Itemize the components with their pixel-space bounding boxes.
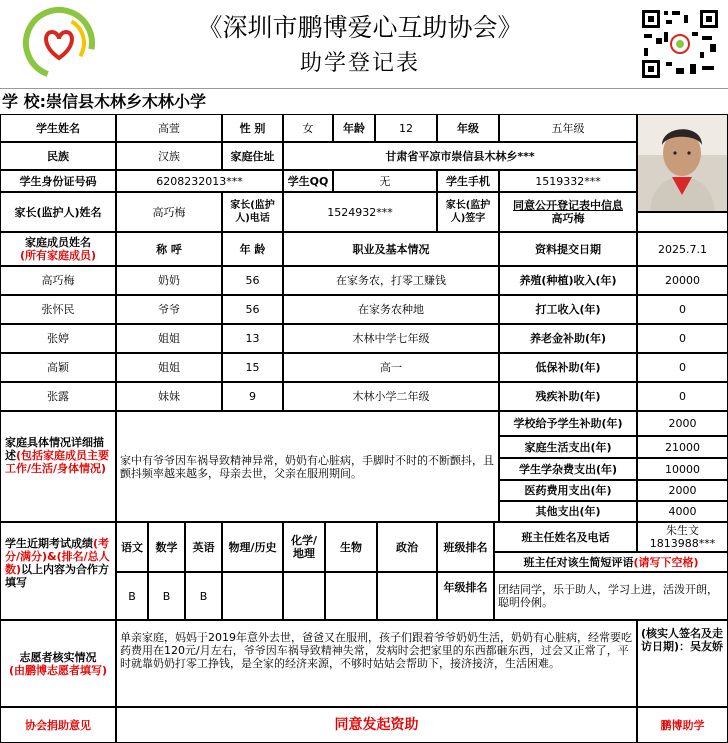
- volunteer-label-cell: [0, 620, 116, 707]
- finance-value: 0: [637, 353, 728, 382]
- member-age: 13: [222, 324, 283, 353]
- subject-score: B: [185, 572, 222, 620]
- student-qq-value: 无: [333, 170, 437, 192]
- finance-label: 医药费用支出(年): [499, 480, 637, 501]
- volunteer-text: 单亲家庭，妈妈于2019年意外去世，爸爸又在服刑，孩子们跟着爷爷奶奶生活，奶奶有心脏病，经常要吃药费用在120元/月左右，爷爷因车祸导致精神失常，发病时会把家里的东西都砸东西，过会又正常了，平时就靠奶奶打零工挣钱，是全家的经济来源，不够时姑姑会帮助下，接济接济，生活困难。: [116, 620, 637, 707]
- finance-label: 学校给予学生补助(年): [499, 411, 637, 436]
- student-phone-label: 学生手机: [437, 170, 499, 192]
- finance-value: 2000: [637, 411, 728, 436]
- situation-text: 家中有爷爷因车祸导致精神异常，奶奶有心脏病，手脚时不时的不断颤抖，且颤抖频率越来越多，母亲去世，父亲在服刑期间。: [116, 411, 499, 522]
- grade-label: 年级: [437, 114, 499, 142]
- subject-header: 物理/历史: [222, 522, 283, 572]
- situation-label-note: (包括家庭成员主要工作/生活/身体情况): [5, 449, 110, 475]
- exam-label-note: (考分/满分)&(排名/总人数): [5, 537, 110, 576]
- member-job: 在家务农种地: [283, 295, 499, 324]
- subject-header: 生物: [325, 522, 377, 572]
- title-line-2: 助学登记表: [299, 51, 420, 76]
- submit-date-value: 2025.7.1: [637, 232, 728, 266]
- ethnic-label: 民族: [0, 142, 116, 170]
- age-label: 年龄: [333, 114, 375, 142]
- member-age: 9: [222, 382, 283, 411]
- finance-label: 低保补助(年): [499, 353, 637, 382]
- subject-header: 政治: [377, 522, 437, 572]
- member-job: 在家务农，打零工赚钱: [283, 266, 499, 295]
- member-job: 木林小学二年级: [283, 382, 499, 411]
- photo-bottom-cell: [637, 212, 728, 232]
- comment-label: 班主任对该生简短评语: [523, 555, 634, 569]
- subject-header: 英语: [185, 522, 222, 572]
- grade-value: 五年级: [499, 114, 637, 142]
- subject-score: B: [116, 572, 148, 620]
- finance-value: 10000: [637, 458, 728, 480]
- qr-code-icon: [640, 8, 720, 80]
- verifier-name: 吴友娇: [690, 640, 724, 653]
- finance-label: 学生学杂费支出(年): [499, 458, 637, 480]
- address-value: 甘肃省平凉市崇信县木林乡***: [283, 142, 637, 170]
- student-qq-label: 学生QQ: [283, 170, 333, 192]
- header-divider: [0, 88, 728, 89]
- student-id-value: 6208232013***: [116, 170, 283, 192]
- donation-opinion-value: 同意发起资助: [116, 707, 637, 743]
- finance-label: 其他支出(年): [499, 501, 637, 522]
- finance-label: 养殖(种植)收入(年): [499, 266, 637, 295]
- guardian-sign-cell: [499, 192, 637, 232]
- student-name-label: 学生姓名: [0, 114, 116, 142]
- teacher-comment: 团结同学，乐于助人，学习上进，活泼开朗，聪明伶俐。: [494, 572, 728, 620]
- school-name: 学 校:崇信县木林乡木林小学: [2, 92, 206, 111]
- member-name: 张怀民: [0, 295, 116, 324]
- ethnic-value: 汉族: [116, 142, 222, 170]
- guardian-phone-label: 家长(监护人)电话: [222, 192, 283, 232]
- member-relation: 姐姐: [116, 353, 222, 382]
- heart-logo-icon: [22, 6, 96, 80]
- family-name-header-text: 家庭成员姓名: [25, 236, 91, 249]
- student-phone-value: 1519332***: [499, 170, 637, 192]
- subject-header: 数学: [148, 522, 185, 572]
- class-rank-label: 班级排名: [437, 522, 494, 572]
- address-label: 家庭住址: [222, 142, 283, 170]
- guardian-sign-label: 家长(监护人)签字: [437, 192, 499, 232]
- member-name: 高颖: [0, 353, 116, 382]
- volunteer-label-note: (由鹏博志愿者填写): [8, 663, 108, 677]
- family-name-header-note: (所有家庭成员): [19, 249, 97, 262]
- member-job: 木林中学七年级: [283, 324, 499, 353]
- relation-header: 称 呼: [116, 232, 222, 266]
- guardian-consent-text: 同意公开登记表中信息: [513, 199, 623, 212]
- member-relation: 爷爷: [116, 295, 222, 324]
- verifier-cell: [637, 620, 728, 707]
- guardian-name-label: 家长(监护人)姓名: [0, 192, 116, 232]
- finance-label: 打工收入(年): [499, 295, 637, 324]
- subject-score: [222, 572, 283, 620]
- finance-label: 养老金补助(年): [499, 324, 637, 353]
- student-name-value: 高萱: [116, 114, 222, 142]
- finance-value: 0: [637, 324, 728, 353]
- member-name: 高巧梅: [0, 266, 116, 295]
- subject-score: B: [148, 572, 185, 620]
- subject-score: [283, 572, 325, 620]
- finance-value: 0: [637, 295, 728, 324]
- gender-value: 女: [283, 114, 333, 142]
- finance-value: 20000: [637, 266, 728, 295]
- finance-label: 残疾补助(年): [499, 382, 637, 411]
- situation-label-cell: [0, 411, 116, 522]
- comment-label-cell: [494, 552, 728, 572]
- title-line-1: 《深圳市鹏博爱心互助协会》: [197, 13, 523, 42]
- volunteer-label: 志愿者核实情况: [19, 650, 97, 664]
- student-id-label: 学生身份证号码: [0, 170, 116, 192]
- exam-label-tail: 以上内容为合作方填写: [5, 563, 110, 589]
- brand-footer: 鹏博助学: [637, 707, 728, 743]
- subject-score: [325, 572, 377, 620]
- form-header: [0, 0, 728, 88]
- exam-label: 学生近期考试成绩: [5, 537, 93, 550]
- comment-label-note: (请写下空格): [633, 555, 699, 569]
- age-header: 年 龄: [222, 232, 283, 266]
- guardian-sign-value: 高巧梅: [551, 212, 585, 225]
- guardian-name-value: 高巧梅: [116, 192, 222, 232]
- gender-label: 性 别: [222, 114, 283, 142]
- member-relation: 妹妹: [116, 382, 222, 411]
- student-photo: [637, 114, 728, 212]
- finance-value: 2000: [637, 480, 728, 501]
- member-relation: 奶奶: [116, 266, 222, 295]
- member-age: 56: [222, 266, 283, 295]
- age-value: 12: [375, 114, 437, 142]
- member-name: 张露: [0, 382, 116, 411]
- grade-rank-label: 年级排名: [437, 572, 494, 620]
- finance-value: 4000: [637, 501, 728, 522]
- subject-score: [377, 572, 437, 620]
- member-relation: 姐姐: [116, 324, 222, 353]
- teacher-label: 班主任姓名及电话: [494, 522, 637, 552]
- exam-label-cell: [0, 522, 116, 620]
- member-age: 15: [222, 353, 283, 382]
- donation-opinion-label: 协会捐助意见: [0, 707, 116, 743]
- job-header: 职业及基本情况: [283, 232, 499, 266]
- subject-header: 语文: [116, 522, 148, 572]
- family-name-header: [0, 232, 116, 266]
- member-age: 56: [222, 295, 283, 324]
- submit-date-label: 资料提交日期: [499, 232, 637, 266]
- member-job: 高一: [283, 353, 499, 382]
- teacher-value: 朱生文 1813988***: [637, 522, 728, 552]
- student-photo-image: [638, 115, 727, 211]
- member-name: 张婷: [0, 324, 116, 353]
- finance-value: 0: [637, 382, 728, 411]
- verifier-label: (核实人签名及走访日期)：: [641, 627, 724, 653]
- finance-value: 21000: [637, 436, 728, 458]
- subject-header: 化学/地理: [283, 522, 325, 572]
- guardian-phone-value: 1524932***: [283, 192, 437, 232]
- situation-label: 家庭具体情况详细描述: [5, 436, 104, 462]
- finance-label: 家庭生活支出(年): [499, 436, 637, 458]
